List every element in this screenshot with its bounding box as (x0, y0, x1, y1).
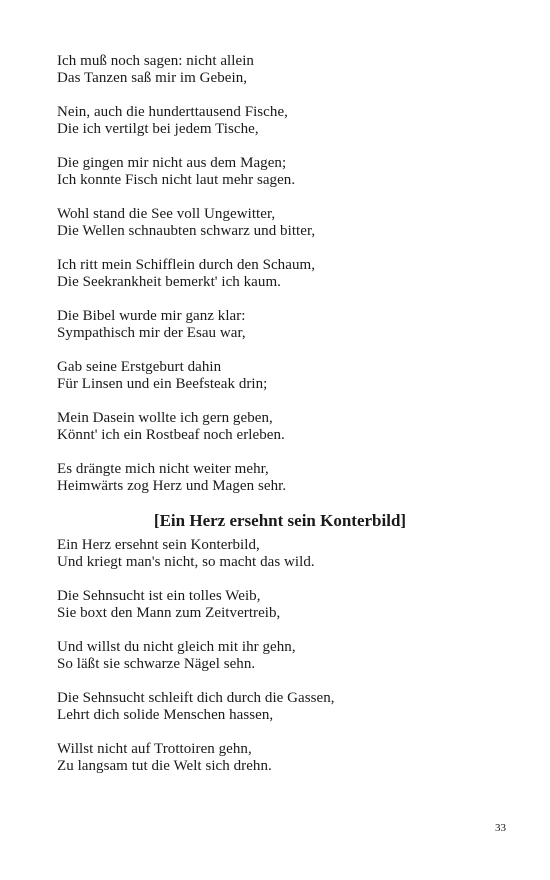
stanza (57, 639, 497, 673)
verse-line: Zu langsam tut die Welt sich drehn. (57, 758, 272, 774)
stanza (57, 308, 497, 342)
verse-line: Ein Herz ersehnt sein Konterbild, (57, 537, 260, 553)
verse-line: Für Linsen und ein Beefsteak drin; (57, 376, 268, 392)
verse-line: Die Bibel wurde mir ganz klar: (57, 308, 246, 324)
stanza (57, 741, 497, 775)
stanza (57, 104, 497, 138)
stanza (57, 690, 497, 724)
poem-continuation (57, 53, 497, 512)
verse-line: Die Wellen schnaubten schwarz und bitter, (57, 223, 316, 239)
verse-line: Heimwärts zog Herz und Magen sehr. (57, 478, 287, 494)
verse-line: Die Seekrankheit bemerkt' ich kaum. (57, 274, 281, 290)
stanza (57, 410, 497, 444)
verse-line: Sympathisch mir der Esau war, (57, 325, 246, 341)
stanza (57, 206, 497, 240)
verse-line: Die Sehnsucht ist ein tolles Weib, (57, 588, 261, 604)
verse-line: Sie boxt den Mann zum Zeitvertreib, (57, 605, 281, 621)
verse-line: So läßt sie schwarze Nägel sehn. (57, 656, 256, 672)
stanza (57, 537, 497, 571)
verse-line: Die ich vertilgt bei jedem Tische, (57, 121, 259, 137)
verse-line: Und willst du nicht gleich mit ihr gehn, (57, 639, 296, 655)
verse-line: Ich muß noch sagen: nicht allein (57, 53, 254, 69)
verse-line: Nein, auch die hunderttausend Fische, (57, 104, 288, 120)
stanza (57, 257, 497, 291)
stanza (57, 53, 497, 87)
verse-line: Und kriegt man's nicht, so macht das wild. (57, 554, 315, 570)
verse-line: Wohl stand die See voll Ungewitter, (57, 206, 276, 222)
verse-line: Es drängte mich nicht weiter mehr, (57, 461, 269, 477)
stanza (57, 461, 497, 495)
verse-line: Mein Dasein wollte ich gern geben, (57, 410, 273, 426)
stanza (57, 155, 497, 189)
verse-line: Das Tanzen saß mir im Gebein, (57, 70, 248, 86)
verse-line: Gab seine Erstgeburt dahin (57, 359, 222, 375)
verse-line: Ich ritt mein Schifflein durch den Schaum, (57, 257, 316, 273)
verse-line: Willst nicht auf Trottoiren gehn, (57, 741, 252, 757)
verse-line: Ich konnte Fisch nicht laut mehr sagen. (57, 172, 296, 188)
verse-line: Die gingen mir nicht aus dem Magen; (57, 155, 287, 171)
poem-title: [Ein Herz ersehnt sein Konterbild] (153, 511, 407, 530)
verse-line: Lehrt dich solide Menschen hassen, (57, 707, 274, 723)
poem-body (57, 537, 497, 792)
verse-line: Könnt' ich ein Rostbeaf noch erleben. (57, 427, 285, 443)
verse-line: Die Sehnsucht schleift dich durch die Gassen, (57, 690, 335, 706)
stanza (57, 359, 497, 393)
page-number: 33 (495, 822, 506, 834)
stanza (57, 588, 497, 622)
